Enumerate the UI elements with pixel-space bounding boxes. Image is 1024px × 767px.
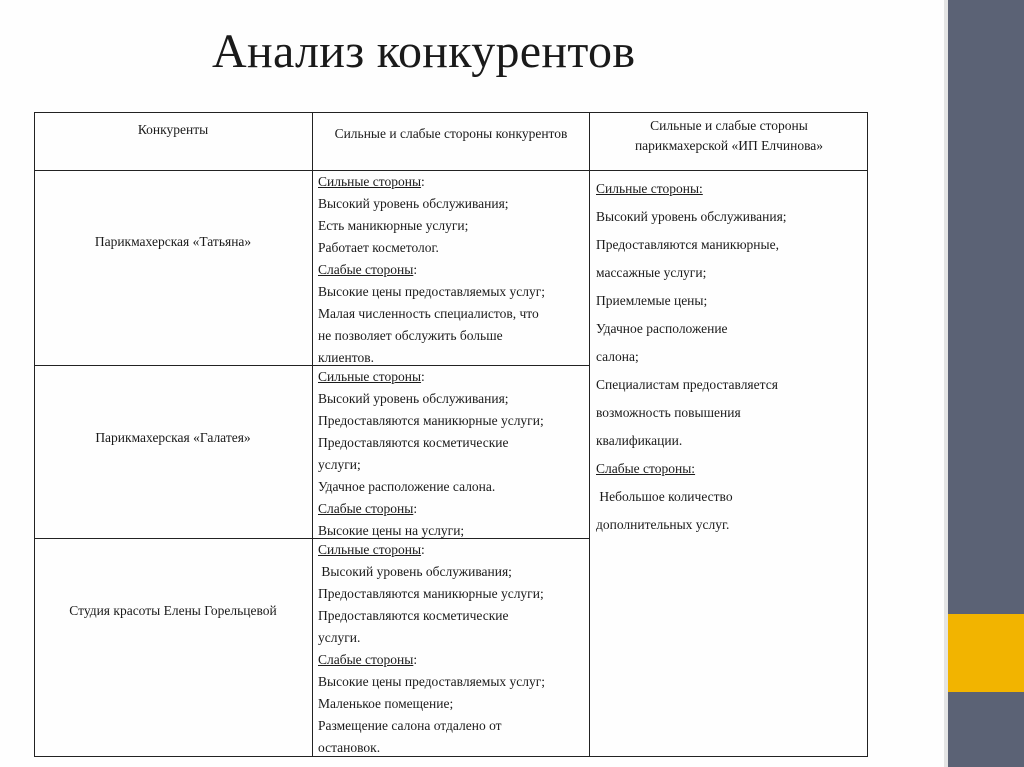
list-item: массажные услуги; bbox=[596, 265, 707, 280]
strong-label: Сильные стороны bbox=[318, 174, 422, 189]
list-item: Специалистам предоставляется bbox=[596, 377, 778, 392]
list-item: возможность повышения bbox=[596, 405, 741, 420]
list-item: квалификации. bbox=[596, 433, 683, 448]
list-item: дополнительных услуг. bbox=[596, 517, 730, 532]
list-item: Размещение салона отдалено от bbox=[318, 718, 502, 733]
header-own-line2: парикмахерской «ИП Елчинова» bbox=[634, 138, 824, 153]
list-item: не позволяет обслужить больше bbox=[318, 328, 503, 343]
list-item: салона; bbox=[596, 349, 639, 364]
list-item: Предоставляются маникюрные услуги; bbox=[318, 586, 544, 601]
list-item: Высокий уровень обслуживания; bbox=[318, 391, 509, 406]
competitor-name-3: Студия красоты Елены Горельцевой bbox=[69, 603, 277, 618]
list-item: Удачное расположение bbox=[596, 321, 728, 336]
competitor-name-1: Парикмахерская «Татьяна» bbox=[94, 234, 252, 249]
list-item: Высокий уровень обслуживания; bbox=[596, 209, 787, 224]
list-item: Маленькое помещение; bbox=[318, 696, 454, 711]
list-item: клиентов. bbox=[318, 350, 374, 365]
list-item: Предоставляются косметические bbox=[318, 435, 509, 450]
list-item: Предоставляются маникюрные услуги; bbox=[318, 413, 544, 428]
list-item: услуги; bbox=[318, 457, 361, 472]
competitor-name-2: Парикмахерская «Галатея» bbox=[95, 430, 251, 445]
list-item: Работает косметолог. bbox=[318, 240, 439, 255]
competitor-details-3: Сильные стороны: Высокий уровень обслуживания; Предоставляются маникюрные услуги; Предоставляются косметические услуги. Слабые стороны: Высокие цены предоставляемых услуг; Маленькое помещение; Размещение салона отдалено от остановок. bbox=[318, 539, 588, 759]
header-own-line1: Сильные и слабые стороны bbox=[650, 118, 808, 133]
table-border-right bbox=[867, 112, 868, 757]
list-item: Высокий уровень обслуживания; bbox=[318, 196, 509, 211]
header-competitor-strengths: Сильные и слабые стороны конкурентов bbox=[334, 126, 568, 141]
weak-label: Слабые стороны bbox=[318, 501, 414, 516]
own-strong-label: Сильные стороны: bbox=[596, 181, 703, 196]
list-item: Есть маникюрные услуги; bbox=[318, 218, 469, 233]
own-details bbox=[596, 175, 862, 539]
list-item: остановок. bbox=[318, 740, 381, 755]
strong-label: Сильные стороны bbox=[318, 369, 422, 384]
list-item: Небольшое количество bbox=[596, 489, 733, 504]
header-competitors: Конкуренты bbox=[137, 122, 209, 137]
list-item: Высокие цены предоставляемых услуг; bbox=[318, 284, 546, 299]
list-item: Удачное расположение салона. bbox=[318, 479, 496, 494]
competitor-details-1: Сильные стороны: Высокий уровень обслуживания; Есть маникюрные услуги; Работает косметолог. Слабые стороны: Высокие цены предоставляемых услуг; Малая численность специалистов, что не позволяет обслужить больше клиентов. bbox=[318, 171, 588, 369]
list-item: Предоставляются косметические bbox=[318, 608, 509, 623]
column-divider-2 bbox=[589, 112, 590, 757]
list-item: Предоставляются маникюрные, bbox=[596, 237, 779, 252]
header-own-strengths bbox=[590, 116, 868, 156]
own-weak-label: Слабые стороны: bbox=[596, 461, 696, 476]
list-item: Высокие цены на услуги; bbox=[318, 523, 465, 538]
table-border-top bbox=[34, 112, 868, 113]
column-divider-1 bbox=[312, 112, 313, 757]
weak-label: Слабые стороны bbox=[318, 652, 414, 667]
list-item: Малая численность специалистов, что bbox=[318, 306, 539, 321]
strong-label: Сильные стороны bbox=[318, 542, 422, 557]
side-accent bbox=[948, 614, 1024, 692]
list-item: Высокие цены предоставляемых услуг; bbox=[318, 674, 546, 689]
list-item: услуги. bbox=[318, 630, 361, 645]
competitor-details-2: Сильные стороны: Высокий уровень обслуживания; Предоставляются маникюрные услуги; Предоставляются косметические услуги; Удачное расположение салона. Слабые стороны: Высокие цены на услуги; bbox=[318, 366, 588, 542]
weak-label: Слабые стороны bbox=[318, 262, 414, 277]
slide-title: Анализ конкурентов bbox=[212, 25, 636, 78]
competitor-table bbox=[34, 112, 868, 757]
list-item: Высокий уровень обслуживания; bbox=[318, 564, 512, 579]
list-item: Приемлемые цены; bbox=[596, 293, 708, 308]
